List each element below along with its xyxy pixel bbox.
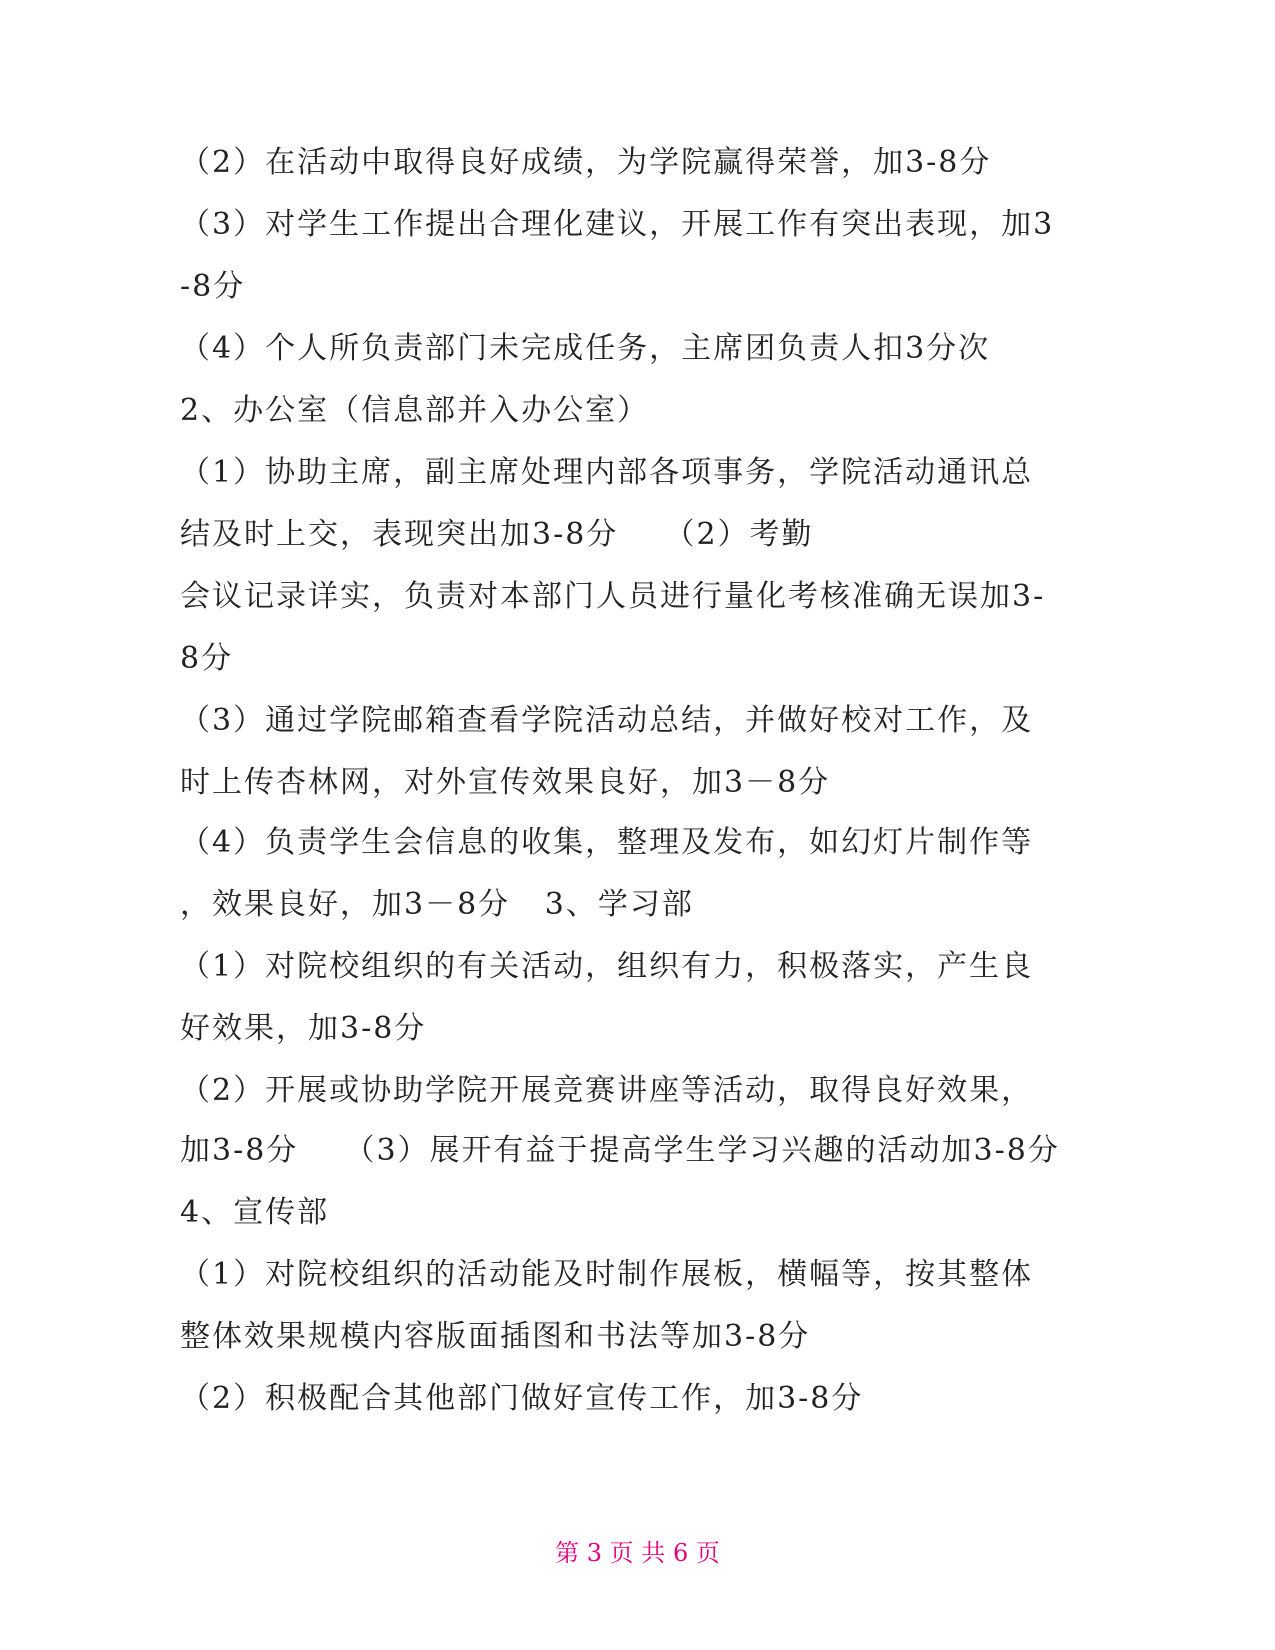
text-line: （2）积极配合其他部门做好宣传工作，加3-8分	[180, 1381, 864, 1416]
text-line: （1）协助主席，副主席处理内部各项事务，学院活动通讯总	[180, 455, 1034, 490]
text-line: （1）对院校组织的有关活动，组织有力，积极落实，产生良	[180, 949, 1034, 984]
page-number-footer: 第 3 页 共 6 页	[555, 1539, 720, 1567]
text-line: 整体效果规模内容版面插图和书法等加3-8分	[180, 1319, 811, 1354]
text-line: 加3-8分 （3）展开有益于提高学生学习兴趣的活动加3-8分	[180, 1133, 1060, 1168]
text-line: （3）对学生工作提出合理化建议，开展工作有突出表现，加3	[180, 207, 1055, 242]
text-line: ，效果良好，加3－8分 3、学习部	[180, 887, 694, 922]
text-line: （2）在活动中取得良好成绩，为学院赢得荣誉，加3-8分	[180, 145, 992, 180]
text-line: 时上传杏林网，对外宣传效果良好，加3－8分	[180, 765, 831, 800]
text-line: 8分	[180, 641, 234, 676]
section-heading: 2、办公室（信息部并入办公室）	[180, 393, 650, 428]
section-heading: 4、宣传部	[180, 1195, 330, 1230]
text-line: （4）负责学生会信息的收集，整理及发布，如幻灯片制作等	[180, 825, 1034, 860]
text-line: 会议记录详实，负责对本部门人员进行量化考核准确无误加3-	[180, 579, 1046, 614]
text-line: 好效果，加3-8分	[180, 1011, 427, 1046]
text-line: （2）开展或协助学院开展竞赛讲座等活动，取得良好效果，	[180, 1073, 1034, 1108]
text-line: -8分	[180, 269, 246, 304]
text-line: （1）对院校组织的活动能及时制作展板，横幅等，按其整体	[180, 1257, 1034, 1292]
text-line: 结及时上交，表现突出加3-8分 （2）考勤	[180, 517, 814, 552]
text-line: （3）通过学院邮箱查看学院活动总结，并做好校对工作，及	[180, 703, 1034, 738]
text-line: （4）个人所负责部门未完成任务，主席团负责人扣3分次	[180, 331, 991, 366]
